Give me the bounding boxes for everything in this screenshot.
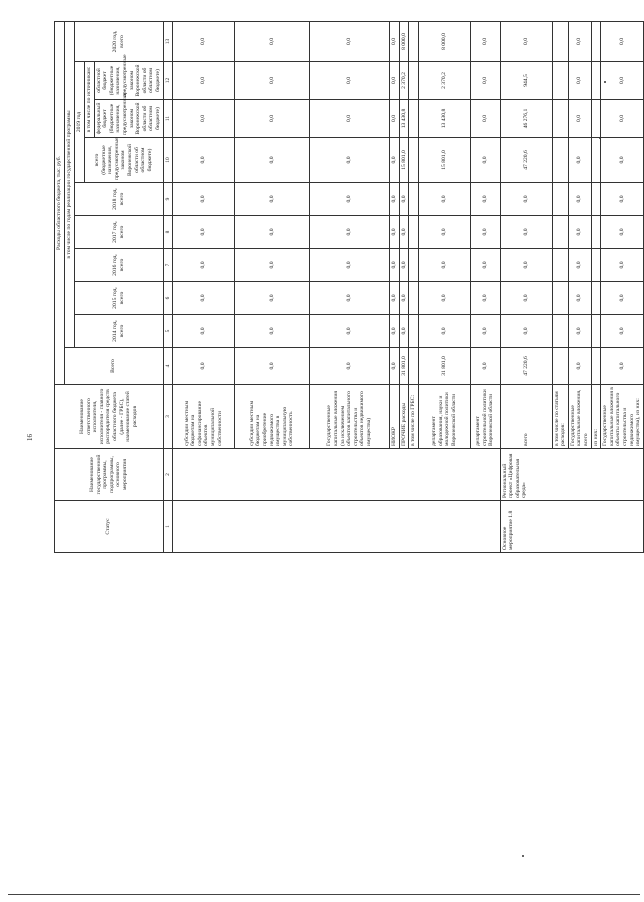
cell-2019-regional — [591, 62, 601, 100]
row-label: НИОКР — [389, 385, 399, 449]
cell-2019-regional: 0,0 — [601, 62, 644, 100]
header-2014: 2014 год, всего — [75, 315, 164, 348]
column-number: 8 — [163, 216, 172, 249]
table-row — [500, 22, 552, 553]
cell-2015 — [552, 282, 568, 315]
cell-2017: 0,0 — [389, 216, 399, 249]
header-2019: 2019 год — [75, 62, 85, 183]
bottom-rule — [8, 894, 640, 895]
cell-2020 — [409, 22, 419, 62]
column-number: 12 — [163, 62, 172, 100]
cell-2014: 0,0 — [470, 315, 500, 348]
cell-2018: 0,0 — [470, 183, 500, 216]
cell-2016: 0,0 — [234, 249, 309, 282]
header-2016: 2016 год, всего — [75, 249, 164, 282]
cell-2014 — [591, 315, 601, 348]
cell-2017: 0,0 — [399, 216, 409, 249]
column-number: 1 — [163, 501, 172, 553]
column-number: 10 — [163, 138, 172, 183]
column-number: 7 — [163, 249, 172, 282]
cell-2019-federal: 46 276,1 — [500, 100, 552, 138]
cell-2020: 0,0 — [500, 22, 552, 62]
cell-2017: 0,0 — [309, 216, 389, 249]
column-number-row — [163, 22, 172, 553]
cell-2019-total: 0,0 — [309, 138, 389, 183]
header-executor: Наименование ответственного исполнителя, исполнителя - главного распорядителя средств областного бюджета (далее - ГРБС), наименование статей расходов — [55, 385, 164, 449]
cell-2019-total — [409, 138, 419, 183]
cell-2015: 0,0 — [418, 282, 470, 315]
cell-2019-federal: 13 430,8 — [399, 100, 409, 138]
header-2018: 2018 год, всего — [75, 183, 164, 216]
header-total: Всего — [65, 348, 164, 385]
cell-2019-regional — [409, 62, 419, 100]
cell-2014: 0,0 — [389, 315, 399, 348]
column-number: 3 — [163, 385, 172, 449]
header-2019-total: всего (бюджетные назначения, предусмотренные законом Воронежской области об областном бюджете) — [85, 138, 164, 183]
cell-2019-federal: 0,0 — [470, 100, 500, 138]
cell-2015: 0,0 — [500, 282, 552, 315]
cell-2020: 0,0 — [389, 22, 399, 62]
row-label: из них: — [591, 385, 601, 449]
page-number: 16 — [26, 434, 34, 441]
cell-total: 0,0 — [470, 348, 500, 385]
column-number: 2 — [163, 449, 172, 501]
cell-total: 0,0 — [568, 348, 591, 385]
cell-2014: 0,0 — [418, 315, 470, 348]
cell-2015: 0,0 — [601, 282, 644, 315]
cell-2020 — [552, 22, 568, 62]
header-expenses-title: Расходы областного бюджета, тыс. руб. — [55, 22, 65, 385]
cell-total — [552, 348, 568, 385]
row-label: Государственные капитальные вложения, всего — [568, 385, 591, 449]
cell-2018: 0,0 — [500, 183, 552, 216]
cell-2019-total: 0,0 — [601, 138, 644, 183]
cell-2016: 0,0 — [309, 249, 389, 282]
event-status: Основное мероприятие 1.8 — [500, 501, 643, 553]
cell-2014: 0,0 — [601, 315, 644, 348]
cell-2016 — [552, 249, 568, 282]
cell-2016: 0,0 — [601, 249, 644, 282]
cell-2019-regional: 2 370,2 — [399, 62, 409, 100]
cell-2018: 0,0 — [601, 183, 644, 216]
cell-2017: 0,0 — [234, 216, 309, 249]
header-2020: 2020 год, всего — [75, 22, 164, 62]
cell-2014: 0,0 — [568, 315, 591, 348]
cell-total: 31 801,0 — [418, 348, 470, 385]
cell-2020: 0,0 — [568, 22, 591, 62]
cell-2020: 0,0 — [601, 22, 644, 62]
cell-total: 0,0 — [172, 348, 234, 385]
cell-2019-federal — [409, 100, 419, 138]
cell-2019-total: 0,0 — [234, 138, 309, 183]
cell-2014 — [552, 315, 568, 348]
cell-2019-total — [552, 138, 568, 183]
cell-total — [591, 348, 601, 385]
column-number: 13 — [163, 22, 172, 62]
cell-2019-regional: 2 370,2 — [418, 62, 470, 100]
cell-2015: 0,0 — [399, 282, 409, 315]
cell-total: 31 801,0 — [399, 348, 409, 385]
cell-2019-regional: 0,0 — [234, 62, 309, 100]
row-label: ПРОЧИЕ расходы — [399, 385, 409, 449]
cell-2015: 0,0 — [568, 282, 591, 315]
cell-2019-federal: 0,0 — [568, 100, 591, 138]
cell-2018: 0,0 — [234, 183, 309, 216]
row-label: департамент образования, науки и молодежной политики Воронежской области — [418, 385, 470, 449]
cell-2015: 0,0 — [309, 282, 389, 315]
cell-2019-regional — [552, 62, 568, 100]
cell-total: 0,0 — [234, 348, 309, 385]
cell-2019-federal — [591, 100, 601, 138]
cell-2019-total: 0,0 — [470, 138, 500, 183]
scan-speck — [522, 855, 524, 857]
header-by-years: в том числе по годам реализации государственной программы — [65, 22, 75, 348]
cell-2017 — [591, 216, 601, 249]
cell-2018: 0,0 — [568, 183, 591, 216]
cell-2016: 0,0 — [500, 249, 552, 282]
cell-2014 — [409, 315, 419, 348]
cell-2018: 0,0 — [389, 183, 399, 216]
column-number: 4 — [163, 348, 172, 385]
cell-2016: 0,0 — [470, 249, 500, 282]
cell-2018 — [409, 183, 419, 216]
column-number: 6 — [163, 282, 172, 315]
header-2019-sources: в том числе по источникам: — [85, 62, 95, 138]
cell-2019-total: 0,0 — [568, 138, 591, 183]
cell-2019-federal: 0,0 — [601, 100, 644, 138]
cell-2020: 0,0 — [309, 22, 389, 62]
cell-2019-regional: 0,0 — [309, 62, 389, 100]
cell-2019-federal: 0,0 — [389, 100, 399, 138]
cell-2019-total: 0,0 — [389, 138, 399, 183]
cell-2019-total: 47 220,6 — [500, 138, 552, 183]
event-name: Региональный проект «Цифровая образовательная среда» — [500, 449, 643, 501]
header-2015: 2015 год, всего — [75, 282, 164, 315]
cell-2015 — [409, 282, 419, 315]
column-number: 5 — [163, 315, 172, 348]
rotated-sheet — [54, 22, 642, 553]
column-number: 11 — [163, 100, 172, 138]
cell-2020: 0,0 — [470, 22, 500, 62]
cell-2016 — [409, 249, 419, 282]
cell-2019-federal: 0,0 — [234, 100, 309, 138]
cell-2016: 0,0 — [418, 249, 470, 282]
header-program-name: Наименование государственной программы, подпрограммы, основного мероприятия — [55, 449, 164, 501]
cell-2019-federal: 13 430,8 — [418, 100, 470, 138]
column-number: 9 — [163, 183, 172, 216]
cell-2015 — [591, 282, 601, 315]
cell-2018 — [552, 183, 568, 216]
cell-2019-federal: 0,0 — [172, 100, 234, 138]
row-label: Государственные капитальные вложения (за исключением объектов капитального строительства и объектов недвижимого имущества) — [309, 385, 389, 449]
cell-2017 — [552, 216, 568, 249]
cell-2017: 0,0 — [568, 216, 591, 249]
cell-2014: 0,0 — [500, 315, 552, 348]
cell-2019-total — [591, 138, 601, 183]
header-2017: 2017 год, всего — [75, 216, 164, 249]
cell-total: 0,0 — [601, 348, 644, 385]
cell-2016 — [591, 249, 601, 282]
row-label: в том числе по статьям расходов: — [552, 385, 568, 449]
cell-2014: 0,0 — [172, 315, 234, 348]
row-label: всего — [500, 385, 552, 449]
cell-2017: 0,0 — [601, 216, 644, 249]
budget-table — [54, 21, 644, 553]
cell-2016: 0,0 — [389, 249, 399, 282]
cell-2017: 0,0 — [500, 216, 552, 249]
table-row — [172, 22, 234, 553]
cell-2018: 0,0 — [172, 183, 234, 216]
status-cell-empty — [172, 501, 500, 553]
cell-total: 0,0 — [309, 348, 389, 385]
cell-2017: 0,0 — [172, 216, 234, 249]
cell-2020: 0,0 — [234, 22, 309, 62]
cell-2014: 0,0 — [399, 315, 409, 348]
cell-2018 — [591, 183, 601, 216]
cell-2017: 0,0 — [470, 216, 500, 249]
cell-2017: 0,0 — [418, 216, 470, 249]
row-label: субсидии местным бюджетам на приобретение недвижимого имущества в муниципальную собственность — [234, 385, 309, 449]
cell-2016: 0,0 — [399, 249, 409, 282]
header-2019-regional: областной бюджет (бюджетные назначения, предусмотренные законом Воронежской области об областном бюджете) — [94, 62, 163, 100]
row-label: субсидии местным бюджетам на софинансирование объектов муниципальной собственности — [172, 385, 234, 449]
cell-2014: 0,0 — [234, 315, 309, 348]
cell-2020: 8 000,0 — [418, 22, 470, 62]
row-label: Государственные капитальные вложения в объекты капитального строительства и недвижимого имущества), из них: — [601, 385, 644, 449]
cell-total: 0,0 — [389, 348, 399, 385]
cell-2019-regional: 0,0 — [389, 62, 399, 100]
cell-2018: 0,0 — [399, 183, 409, 216]
cell-2015: 0,0 — [172, 282, 234, 315]
cell-2019-federal — [552, 100, 568, 138]
row-label: департамент строительной политики Воронежской области — [470, 385, 500, 449]
header-2019-federal: федеральный бюджет (бюджетные назначения, предусмотренные законом Воронежской области об областном бюджете) — [94, 100, 163, 138]
cell-2015: 0,0 — [470, 282, 500, 315]
cell-2019-total: 15 801,0 — [399, 138, 409, 183]
cell-2016: 0,0 — [568, 249, 591, 282]
cell-2018: 0,0 — [309, 183, 389, 216]
cell-2019-federal: 0,0 — [309, 100, 389, 138]
cell-2017 — [409, 216, 419, 249]
cell-2020: 0,0 — [172, 22, 234, 62]
header-status: Статус — [55, 501, 164, 553]
row-label: в том числе по ГРБС: — [409, 385, 419, 449]
cell-2019-regional: 944,5 — [500, 62, 552, 100]
cell-2019-total: 15 801,0 — [418, 138, 470, 183]
cell-2019-regional: 0,0 — [172, 62, 234, 100]
cell-2020: 8 000,0 — [399, 22, 409, 62]
cell-2014: 0,0 — [309, 315, 389, 348]
cell-2019-total: 0,0 — [172, 138, 234, 183]
cell-2015: 0,0 — [234, 282, 309, 315]
cell-2016: 0,0 — [172, 249, 234, 282]
cell-2015: 0,0 — [389, 282, 399, 315]
cell-2018: 0,0 — [418, 183, 470, 216]
cell-2019-regional: 0,0 — [568, 62, 591, 100]
program-cell-empty — [172, 449, 500, 501]
cell-total — [409, 348, 419, 385]
cell-2020 — [591, 22, 601, 62]
cell-total: 47 220,6 — [500, 348, 552, 385]
cell-2019-regional: 0,0 — [470, 62, 500, 100]
